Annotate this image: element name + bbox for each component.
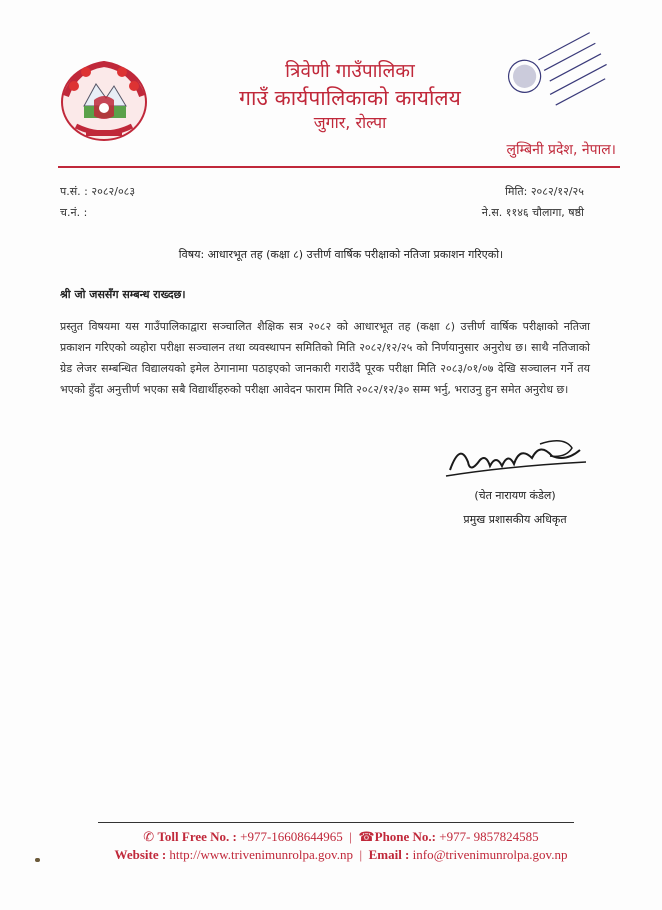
phone-label: Phone No.: bbox=[374, 829, 437, 844]
signature-mark bbox=[440, 432, 590, 484]
toll-free-label: Toll Free No. : bbox=[157, 829, 237, 844]
province-name: लुम्बिनी प्रदेश, नेपाल। bbox=[506, 142, 616, 158]
signatory-title: प्रमुख प्रशासकीय अधिकृत bbox=[463, 513, 567, 526]
office-location: जुगार, रोल्पा bbox=[313, 113, 387, 132]
website-label: Website : bbox=[114, 847, 167, 862]
paper-speck bbox=[35, 858, 40, 862]
letter-body: प्रस्तुत विषयमा यस गाउँपालिकाद्वारा सञ्चालित शैक्षिक सत्र २०८२ को आधारभूत तह (कक्षा ८) उत्तीर्ण वार्षिक परीक्षाको नतिजा प्रकाशन गरिएको व्यहोरा परीक्षा सञ्चालन तथा व्यवस्थापन समितिको मिति २०८२/१२/२५ को निर्णयानुसार अनुरोध छ। साथै नतिजाको ग्रेड लेजर सम्बन्धित विद्यालयको इमेल ठेगानामा पठाइएको जानकारी गराउँदै पूरक परीक्षा मिति २०८३/०१/०७ देखि सञ्चालन गर्ने तय भएको हुँदा अनुत्तीर्ण भएका सबै विद्यार्थीहरुको परीक्षा आवेदन फाराम मिति २०८२/१२/३० सम्म भर्नु, भराउनु हुन समेत अनुरोध छ। bbox=[60, 320, 590, 396]
phone-number[interactable]: +977- 9857824585 bbox=[439, 829, 539, 844]
letterhead-title bbox=[150, 58, 510, 134]
letter-addressee: श्री जो जससँग सम्बन्ध राख्दछ। bbox=[60, 288, 186, 301]
email-label: Email : bbox=[368, 847, 410, 862]
phone-handset-icon: ✆ bbox=[143, 829, 155, 844]
letter-reference-number: प.सं. : २०८२/०८३ bbox=[60, 185, 136, 198]
footer-contacts: ✆ Toll Free No. : +977-16608644965 | ☎Phone No.: +977- 9857824585 bbox=[143, 829, 539, 844]
telephone-icon: ☎ bbox=[358, 829, 375, 844]
nepal-emblem-icon bbox=[56, 56, 152, 144]
header-divider bbox=[58, 166, 620, 168]
office-name: गाउँ कार्यपालिकाको कार्यालय bbox=[239, 86, 461, 110]
footer-web: Website : http://www.trivenimunrolpa.gov.np | Email : info@trivenimunrolpa.gov.np bbox=[114, 847, 568, 862]
email-link[interactable]: info@trivenimunrolpa.gov.np bbox=[412, 847, 568, 862]
toll-free-number[interactable]: +977-16608644965 bbox=[240, 829, 343, 844]
signatory-name: (चेत नारायण कंडेल) bbox=[474, 489, 556, 502]
municipality-name: त्रिवेणी गाउँपालिका bbox=[285, 60, 415, 82]
letter-subject: विषय: आधारभूत तह (कक्षा ८) उत्तीर्ण वार्षिक परीक्षाको नतिजा प्रकाशन गरिएको। bbox=[178, 248, 504, 261]
dispatch-number: च.नं. : bbox=[60, 206, 88, 219]
website-link[interactable]: http://www.trivenimunrolpa.gov.np bbox=[169, 847, 353, 862]
office-seal-stamp bbox=[496, 30, 616, 130]
nepal-samvat-date: ने.स. ११४६ चौलागा, षष्ठी bbox=[481, 206, 584, 219]
letter-date: मिति: २०८२/१२/२५ bbox=[505, 185, 584, 198]
footer-divider bbox=[98, 822, 574, 823]
